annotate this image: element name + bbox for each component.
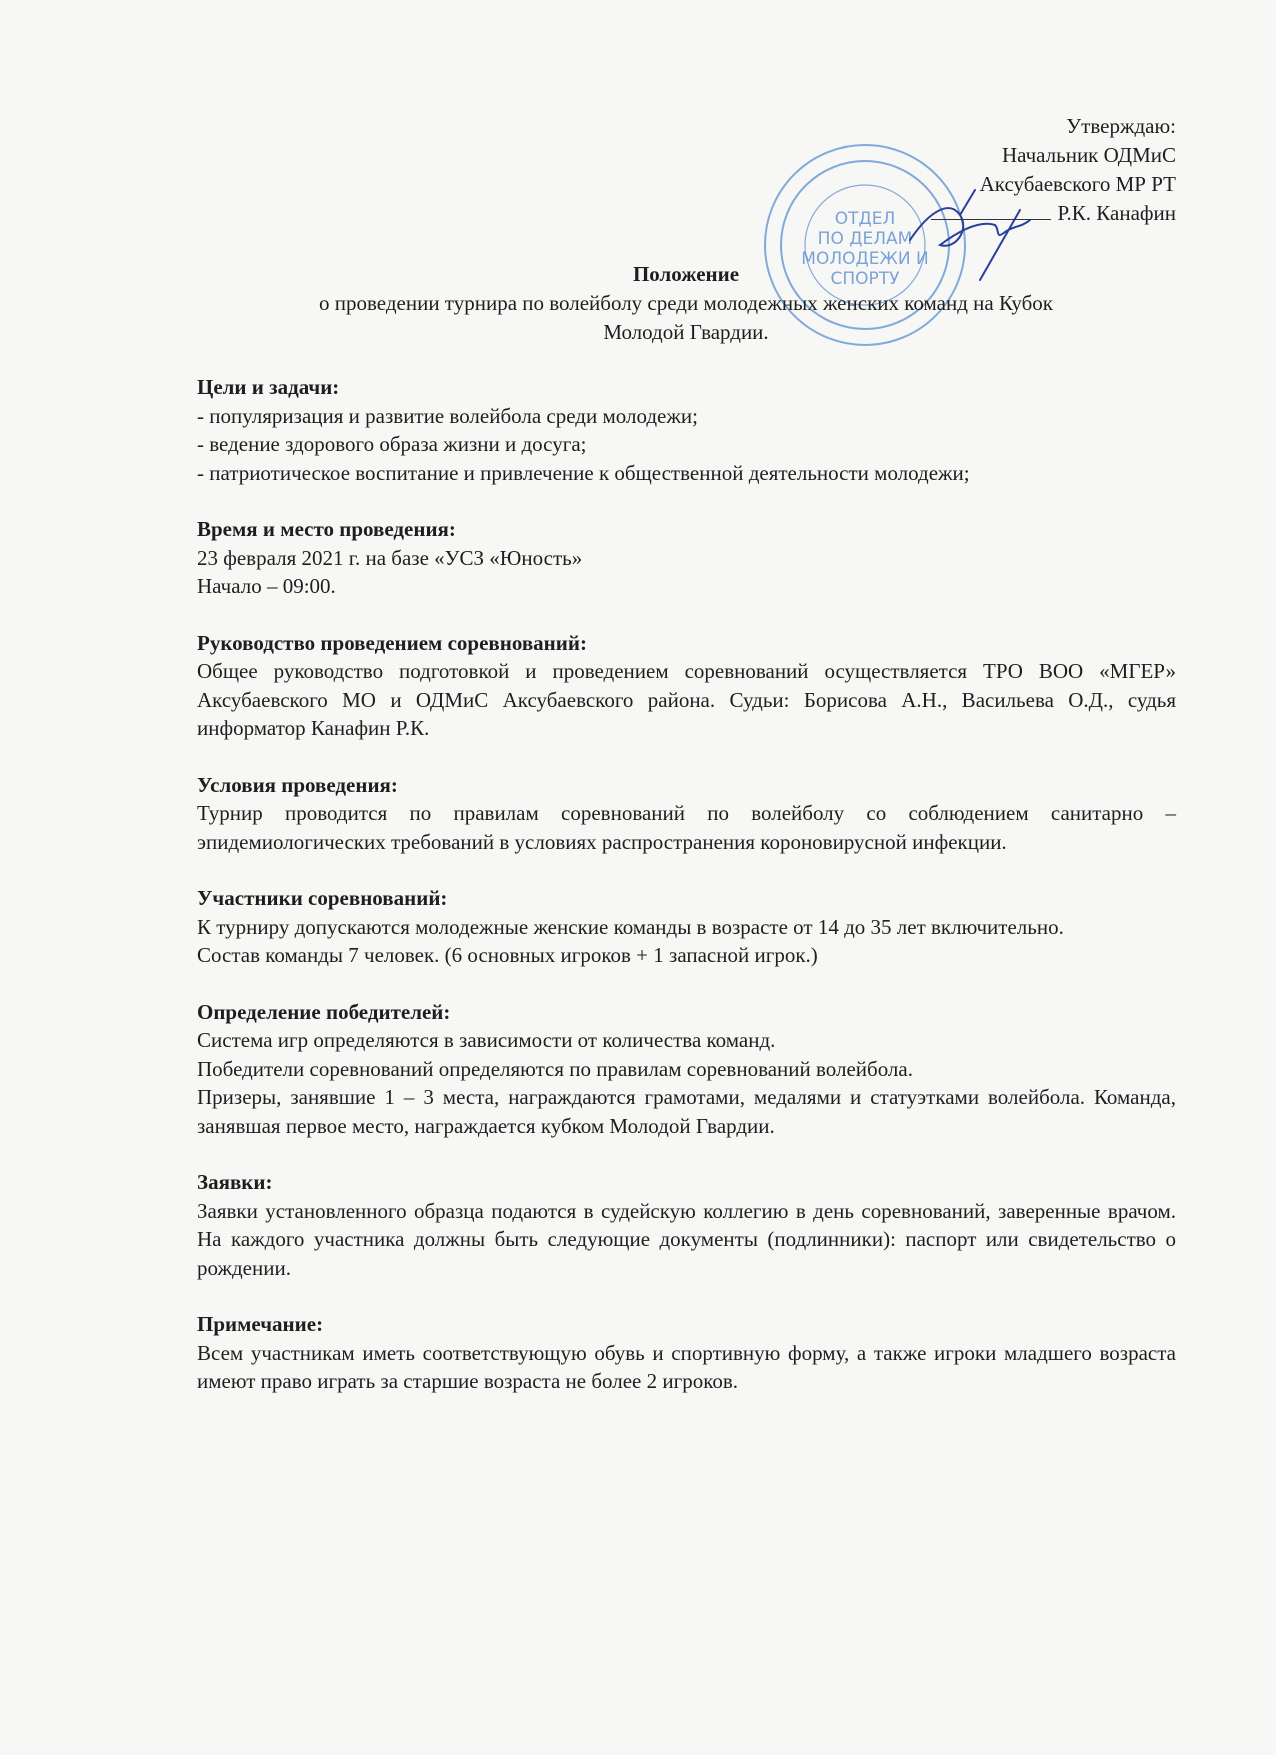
stamp-line-1: ОТДЕЛ	[834, 209, 896, 229]
paragraph: Общее руководство подготовкой и проведением соревнований осуществляется ТРО ВОО «МГЕР» Аксубаевского МО и ОДМиС Аксубаевского района. Судьи: Борисова А.Н., Васильева О.Д., судья информатор Канафин Р.К.	[197, 659, 1176, 740]
stamp-line-2: ПО ДЕЛАМ	[817, 229, 913, 249]
section-goals	[197, 373, 1176, 487]
stamp-line-3: МОЛОДЕЖИ И	[801, 249, 929, 269]
paragraph: Система игр определяются в зависимости от количества команд.	[197, 1028, 776, 1052]
section-management	[197, 629, 1176, 743]
section-conditions	[197, 771, 1176, 857]
section-heading: Примечание:	[197, 1312, 324, 1336]
section-heading: Заявки:	[197, 1170, 273, 1194]
section-note	[197, 1310, 1176, 1396]
paragraph: Победители соревнований определяются по правилам соревнований волейбола.	[197, 1056, 913, 1081]
section-heading: Условия проведения:	[197, 772, 398, 797]
approval-line-3: Аксубаевского МР РТ	[979, 172, 1176, 196]
document-title: Положение	[632, 262, 740, 286]
paragraph: 23 февраля 2021 г. на базе «УСЗ «Юность»	[197, 545, 583, 570]
paragraph: К турниру допускаются молодежные женские команды в возрасте от 14 до 35 лет включительно.	[197, 914, 1064, 939]
document-subtitle-line-2: Молодой Гвардии.	[603, 320, 769, 344]
document-title-block	[196, 260, 1176, 347]
section-heading: Руководство проведением соревнований:	[197, 630, 587, 655]
document-body	[197, 373, 1176, 1424]
approval-signer-line	[931, 199, 1176, 228]
list-item: - ведение здорового образа жизни и досуга;	[197, 432, 587, 456]
section-heading: Цели и задачи:	[197, 375, 340, 399]
paragraph: Заявки установленного образца подаются в судейскую коллегию в день соревнований, заверенные врачом. На каждого участника должны быть следующие документы (подлинники): паспорт или свидетельство о рождении.	[197, 1198, 1176, 1280]
list-item: - популяризация и развитие волейбола среди молодежи;	[197, 403, 698, 428]
stamp-line-4: СПОРТУ	[830, 269, 900, 289]
section-time-place	[197, 515, 1176, 601]
paragraph: Турнир проводится по правилам соревнований по волейболу со соблюдением санитарно – эпидемиологических требований в условиях распространения короновирусной инфекции.	[197, 801, 1176, 854]
paragraph: Всем участникам иметь соответствующую обувь и спортивную форму, а также игроки младшего возраста имеют право играть за старшие возраста не более 2 игроков.	[197, 1340, 1176, 1393]
paragraph: Начало – 09:00.	[197, 574, 336, 598]
approval-signer: Р.К. Канафин	[1057, 201, 1176, 225]
paragraph: Призеры, занявшие 1 – 3 места, награждаются грамотами, медалями и статуэтками волейбола. Команда, занявшая первое место, награждается кубком Молодой Гвардии.	[197, 1085, 1176, 1138]
list-item: - патриотическое воспитание и привлечение к общественной деятельности молодежи;	[197, 460, 970, 485]
paragraph: Состав команды 7 человек. (6 основных игроков + 1 запасной игрок.)	[197, 943, 818, 967]
approval-line-2: Начальник ОДМиС	[1001, 143, 1176, 167]
document-subtitle-line-1: о проведении турнира по волейболу среди молодежных женских команд на Кубок	[319, 291, 1053, 315]
section-heading: Время и место проведения:	[197, 517, 456, 541]
approval-block	[931, 112, 1176, 228]
section-heading: Участники соревнований:	[197, 886, 448, 910]
approval-line-1: Утверждаю:	[1066, 114, 1176, 138]
section-heading: Определение победителей:	[197, 999, 451, 1024]
section-applications	[197, 1168, 1176, 1282]
section-participants	[197, 884, 1176, 970]
section-winners	[197, 998, 1176, 1141]
